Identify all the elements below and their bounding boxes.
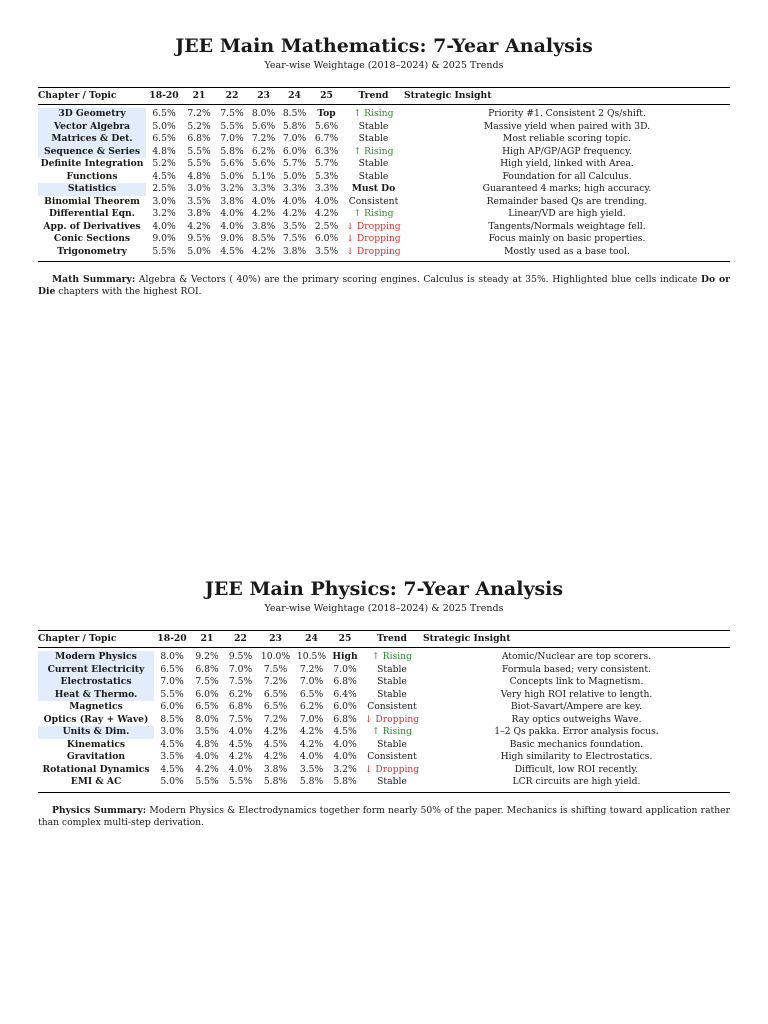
table-row (38, 664, 730, 677)
header-24: 24 (288, 90, 301, 101)
chapter-cell (38, 233, 146, 246)
weightage-cell: 5.7% (314, 158, 339, 169)
chapter-cell (38, 701, 154, 714)
weightage-cell: 4.5% (160, 763, 184, 775)
chapter-cell (38, 739, 154, 752)
weightage-cell: 5.8% (333, 776, 357, 787)
chapter-cell (38, 146, 146, 159)
chapter-cell (38, 121, 146, 134)
insight-cell: Linear/VD are high yield. (508, 208, 626, 219)
weightage-cell: 3.5% (314, 245, 339, 257)
weightage-cell: 7.0% (299, 676, 324, 687)
chapter-name: Conic Sections (53, 233, 131, 244)
weightage-cell: 5.5% (152, 245, 176, 257)
header-trend: Trend (377, 633, 407, 644)
weightage-cell: 5.0% (152, 120, 176, 132)
math-summary-label: Math Summary: (52, 274, 136, 285)
insight-cell: Mostly used as a base tool. (504, 245, 630, 257)
math-summary-bold: Do or Die (38, 274, 730, 297)
weightage-cell: 4.5% (160, 738, 184, 750)
chapter-cell (38, 764, 154, 777)
weightage-cell: 6.0% (314, 233, 339, 244)
weightage-cell: 4.5% (228, 738, 253, 750)
weightage-cell: 6.7% (314, 133, 339, 144)
trend-cell: ↓ Dropping (364, 713, 420, 725)
physics-summary (38, 805, 730, 829)
physics-table (38, 630, 730, 793)
weightage-cell: 7.0% (282, 133, 307, 144)
weightage-cell: 4.0% (314, 195, 339, 207)
weightage-cell: 3.0% (160, 726, 184, 737)
weightage-cell: 9.0% (152, 233, 176, 244)
chapter-name: Sequence & Series (38, 146, 146, 159)
header-23: 23 (269, 633, 282, 644)
chapter-cell (38, 648, 154, 664)
trend-cell: ↓ Dropping (364, 763, 420, 775)
trend-cell: Must Do (351, 183, 396, 194)
header-25: 25 (320, 90, 333, 101)
weightage-cell: 7.2% (187, 108, 211, 119)
chapter-name: Magnetics (69, 701, 123, 712)
weightage-cell: 7.2% (251, 133, 276, 144)
weightage-cell: 6.5% (160, 663, 184, 675)
insight-cell: Biot-Savart/Ampere are key. (510, 701, 643, 712)
header-chapter: Chapter / Topic (38, 633, 117, 644)
insight-cell: Priority #1. Consistent 2 Qs/shift. (488, 108, 646, 119)
chapter-cell (38, 171, 146, 184)
chapter-name: Gravitation (66, 751, 126, 762)
weightage-cell: 5.0% (187, 245, 211, 257)
table-row (38, 701, 730, 714)
weightage-cell: 2.5% (314, 220, 339, 232)
insight-cell: Very high ROI relative to length. (500, 688, 653, 700)
weightage-cell: 3.3% (251, 183, 276, 194)
weightage-cell: 3.5% (195, 726, 219, 737)
weightage-cell: 5.5% (195, 776, 219, 787)
chapter-cell (38, 208, 146, 221)
table-row (38, 689, 730, 702)
weightage-cell: 7.0% (333, 663, 357, 675)
chapter-cell (38, 105, 146, 121)
weightage-cell: 6.0% (160, 701, 184, 712)
weightage-cell: 4.5% (263, 738, 288, 750)
header-24: 24 (305, 633, 318, 644)
header-insight: Strategic Insight (423, 633, 511, 644)
weightage-cell: 3.5% (160, 751, 184, 762)
weightage-cell: 4.2% (314, 208, 339, 219)
weightage-cell: 7.5% (228, 676, 253, 687)
chapter-cell (38, 133, 146, 146)
weightage-cell: 4.0% (152, 220, 176, 232)
insight-cell: Foundation for all Calculus. (502, 170, 632, 182)
weightage-cell: 4.0% (333, 751, 357, 762)
insight-cell: Focus mainly on basic properties. (488, 233, 646, 244)
chapter-cell (38, 776, 154, 792)
insight-cell: Remainder based Qs are trending. (486, 195, 648, 207)
weightage-cell: 7.0% (220, 133, 244, 144)
chapter-name: Binomial Theorem (44, 195, 140, 207)
table-row (38, 133, 730, 146)
weightage-cell: 6.0% (282, 145, 307, 157)
weightage-cell: 8.0% (251, 108, 276, 119)
weightage-cell: 4.0% (228, 763, 253, 775)
trend-cell: ↑ Rising (353, 145, 394, 157)
insight-cell: Tangents/Normals weightage fell. (488, 220, 646, 232)
weightage-cell: 4.2% (263, 726, 288, 737)
insight-cell: High yield, linked with Area. (500, 158, 634, 169)
weightage-cell: 3.2% (333, 763, 357, 775)
weightage-cell: 4.0% (333, 738, 357, 750)
weightage-cell: 7.5% (195, 676, 219, 687)
weightage-cell: 4.0% (299, 751, 324, 762)
weightage-cell: 5.8% (282, 120, 307, 132)
weightage-cell: 5.0% (160, 776, 184, 787)
header-insight: Strategic Insight (404, 90, 492, 101)
weightage-cell: 4.2% (299, 726, 324, 737)
weightage-cell: 4.2% (251, 245, 276, 257)
header-22: 22 (234, 633, 247, 644)
trend-cell: ↓ Dropping (346, 233, 401, 244)
weightage-cell: Top (317, 108, 336, 119)
trend-cell: ↑ Rising (353, 108, 394, 119)
weightage-cell: 3.0% (152, 195, 176, 207)
chapter-name: EMI & AC (70, 776, 122, 787)
table-row (38, 776, 730, 792)
chapter-cell (38, 221, 146, 234)
insight-cell: LCR circuits are high yield. (512, 776, 641, 787)
weightage-cell: 4.0% (220, 208, 244, 219)
math-table-body (38, 105, 730, 262)
chapter-name: Kinematics (66, 738, 126, 750)
weightage-cell: 6.8% (187, 133, 211, 144)
weightage-cell: 6.5% (299, 688, 324, 700)
weightage-cell: 5.6% (251, 120, 276, 132)
header-18-20: 18-20 (157, 633, 187, 644)
weightage-cell: 3.3% (282, 183, 307, 194)
weightage-cell: 6.4% (333, 688, 357, 700)
weightage-cell: 3.5% (282, 220, 307, 232)
table-row (38, 648, 730, 664)
weightage-cell: 4.8% (195, 738, 219, 750)
trend-cell: ↑ Rising (353, 208, 394, 219)
weightage-cell: 7.5% (263, 663, 288, 675)
trend-cell: ↓ Dropping (346, 245, 401, 257)
insight-cell: High similarity to Electrostatics. (500, 751, 653, 762)
weightage-cell: 5.5% (220, 120, 244, 132)
weightage-cell: 4.0% (195, 751, 219, 762)
trend-cell: Stable (377, 663, 407, 675)
insight-cell: Ray optics outweighs Wave. (511, 713, 642, 725)
chapter-cell (38, 158, 146, 171)
weightage-cell: 3.8% (220, 195, 244, 207)
insight-cell: High AP/GP/AGP frequency. (502, 145, 632, 157)
weightage-cell: 8.0% (160, 651, 184, 662)
trend-cell: Stable (377, 676, 407, 687)
header-21: 21 (200, 633, 214, 644)
chapter-cell (38, 726, 154, 739)
chapter-cell (38, 714, 154, 727)
weightage-cell: 8.0% (195, 713, 219, 725)
weightage-cell: 7.0% (228, 663, 253, 675)
chapter-name: Statistics (38, 183, 146, 196)
table-row (38, 146, 730, 159)
weightage-cell: High (332, 651, 358, 662)
math-summary-text: Algebra & Vectors ( 40%) are the primary scoring engines. Calculus is steady at 35%. Highlighted blue cells indicate (135, 274, 702, 285)
insight-cell: 1–2 Qs pakka. Error analysis focus. (494, 726, 659, 737)
math-subtitle: Year-wise Weightage (2018–2024) & 2025 Trends (264, 60, 504, 71)
chapter-name: Rotational Dynamics (42, 763, 150, 775)
weightage-cell: 5.8% (220, 145, 244, 157)
weightage-cell: 7.2% (299, 663, 324, 675)
math-summary-tail: chapters with the highest ROI. (55, 286, 202, 297)
weightage-cell: 3.8% (282, 245, 307, 257)
weightage-cell: 5.6% (314, 120, 339, 132)
weightage-cell: 5.6% (220, 158, 244, 169)
weightage-cell: 3.8% (187, 208, 211, 219)
math-title: JEE Main Mathematics: 7-Year Analysis (175, 35, 593, 57)
weightage-cell: 4.2% (187, 220, 211, 232)
chapter-name: Optics (Ray + Wave) (43, 713, 149, 725)
header-22: 22 (225, 90, 239, 101)
math-table (38, 87, 730, 262)
chapter-cell (38, 751, 154, 764)
math-summary (38, 274, 730, 298)
weightage-cell: 5.3% (314, 170, 339, 182)
weightage-cell: 4.0% (282, 195, 307, 207)
weightage-cell: 6.2% (299, 701, 324, 712)
physics-section (38, 577, 730, 829)
weightage-cell: 5.5% (187, 145, 211, 157)
weightage-cell: 6.8% (195, 663, 219, 675)
insight-cell: Concepts link to Magnetism. (509, 676, 644, 687)
weightage-cell: 3.8% (251, 220, 276, 232)
chapter-name: Heat & Thermo. (38, 689, 154, 702)
weightage-cell: 4.8% (152, 145, 176, 157)
trend-cell: Consistent (348, 195, 399, 207)
weightage-cell: 8.5% (160, 713, 184, 725)
table-row (38, 714, 730, 727)
weightage-cell: 5.0% (282, 170, 307, 182)
weightage-cell: 3.3% (314, 183, 339, 194)
weightage-cell: 4.0% (220, 220, 244, 232)
physics-table-body (38, 648, 730, 793)
chapter-name: Trigonometry (57, 245, 127, 257)
weightage-cell: 5.0% (220, 170, 244, 182)
table-row (38, 726, 730, 739)
trend-cell: ↑ Rising (372, 726, 412, 737)
insight-cell: Guaranteed 4 marks; high accuracy. (482, 183, 652, 194)
weightage-cell: 5.2% (187, 120, 211, 132)
weightage-cell: 6.5% (152, 108, 176, 119)
chapter-name: Definite Integration (40, 158, 144, 169)
trend-cell: Stable (358, 170, 389, 182)
table-row (38, 158, 730, 171)
math-header-row (38, 88, 730, 105)
weightage-cell: 3.0% (187, 183, 211, 194)
header-18-20: 18-20 (149, 90, 179, 101)
physics-summary-text: Modern Physics & Electrodynamics together form nearly 50% of the paper. Mechanics is shifting toward application rather than complex multi-step derivation. (38, 804, 730, 828)
trend-cell: ↑ Rising (372, 651, 412, 662)
trend-cell: Stable (358, 120, 389, 132)
weightage-cell: 3.2% (220, 183, 244, 194)
weightage-cell: 7.0% (299, 713, 324, 725)
table-row (38, 171, 730, 184)
weightage-cell: 6.0% (333, 701, 357, 712)
weightage-cell: 10.5% (296, 651, 327, 662)
weightage-cell: 4.2% (299, 738, 324, 750)
weightage-cell: 6.8% (228, 701, 253, 712)
chapter-cell (38, 676, 154, 689)
trend-cell: Consistent (367, 751, 417, 762)
weightage-cell: 5.5% (160, 688, 184, 700)
insight-cell: Formula based; very consistent. (502, 663, 651, 675)
physics-subtitle: Year-wise Weightage (2018–2024) & 2025 Trends (264, 603, 504, 614)
trend-cell: Stable (358, 158, 389, 169)
weightage-cell: 9.0% (220, 233, 244, 244)
chapter-name: App. of Derivatives (43, 220, 141, 232)
weightage-cell: 5.2% (152, 158, 176, 169)
table-row (38, 739, 730, 752)
physics-header-row (38, 631, 730, 648)
weightage-cell: 3.5% (299, 763, 324, 775)
weightage-cell: 6.0% (195, 688, 219, 700)
insight-cell: Basic mechanics foundation. (509, 738, 644, 750)
trend-cell: Stable (377, 738, 407, 750)
chapter-name: Units & Dim. (38, 726, 154, 739)
weightage-cell: 4.5% (220, 245, 244, 257)
table-row (38, 676, 730, 689)
chapter-name: 3D Geometry (38, 108, 146, 121)
chapter-name: Vector Algebra (38, 121, 146, 134)
weightage-cell: 6.5% (195, 701, 219, 712)
weightage-cell: 5.7% (282, 158, 307, 169)
weightage-cell: 8.5% (251, 233, 276, 244)
weightage-cell: 3.8% (263, 763, 288, 775)
chapter-name: Matrices & Det. (38, 133, 146, 146)
weightage-cell: 4.0% (228, 726, 253, 737)
insight-cell: Atomic/Nuclear are top scorers. (501, 651, 652, 662)
trend-cell: Stable (377, 688, 407, 700)
weightage-cell: 4.2% (195, 763, 219, 775)
weightage-cell: 3.2% (152, 208, 176, 219)
weightage-cell: 2.5% (152, 183, 176, 194)
chapter-name: Modern Physics (38, 651, 154, 664)
header-chapter: Chapter / Topic (38, 90, 117, 101)
chapter-name: Differential Eqn. (49, 208, 135, 219)
weightage-cell: 4.5% (333, 726, 357, 737)
weightage-cell: 4.2% (282, 208, 307, 219)
chapter-cell (38, 689, 154, 702)
weightage-cell: 6.5% (152, 133, 176, 144)
weightage-cell: 6.2% (228, 688, 253, 700)
trend-cell: Stable (377, 776, 407, 787)
chapter-name: Functions (66, 170, 118, 182)
trend-cell: ↓ Dropping (346, 220, 401, 232)
weightage-cell: 4.2% (228, 751, 253, 762)
weightage-cell: 5.5% (187, 158, 211, 169)
weightage-cell: 4.5% (152, 170, 176, 182)
insight-cell: Difficult, low ROI recently. (514, 763, 639, 775)
weightage-cell: 7.2% (263, 676, 288, 687)
weightage-cell: 9.5% (228, 651, 253, 662)
table-row (38, 233, 730, 246)
table-row (38, 208, 730, 221)
table-row (38, 751, 730, 764)
header-23: 23 (257, 90, 270, 101)
math-section (38, 34, 730, 298)
weightage-cell: 6.8% (333, 713, 357, 725)
header-25: 25 (338, 633, 352, 644)
trend-cell: Consistent (367, 701, 417, 712)
weightage-cell: 4.2% (251, 208, 276, 219)
weightage-cell: 6.2% (251, 145, 276, 157)
weightage-cell: 5.8% (299, 776, 324, 787)
weightage-cell: 7.5% (228, 713, 253, 725)
weightage-cell: 4.2% (263, 751, 288, 762)
weightage-cell: 5.6% (251, 158, 276, 169)
insight-cell: Most reliable scoring topic. (502, 133, 632, 144)
chapter-name: Current Electricity (38, 664, 154, 677)
chapter-cell (38, 196, 146, 209)
table-row (38, 764, 730, 777)
weightage-cell: 9.5% (187, 233, 211, 244)
weightage-cell: 8.5% (282, 108, 307, 119)
weightage-cell: 6.3% (314, 145, 339, 157)
weightage-cell: 7.5% (282, 233, 307, 244)
weightage-cell: 6.8% (333, 676, 357, 687)
physics-summary-label: Physics Summary: (52, 804, 147, 816)
weightage-cell: 5.1% (251, 170, 276, 182)
header-trend: Trend (358, 90, 389, 101)
weightage-cell: 10.0% (260, 651, 291, 662)
table-row (38, 105, 730, 121)
weightage-cell: 7.5% (220, 108, 244, 119)
weightage-cell: 5.8% (263, 776, 288, 787)
weightage-cell: 4.0% (251, 195, 276, 207)
weightage-cell: 5.5% (228, 776, 253, 787)
weightage-cell: 9.2% (195, 651, 219, 662)
chapter-cell (38, 183, 146, 196)
chapter-cell (38, 664, 154, 677)
table-row (38, 183, 730, 196)
weightage-cell: 4.8% (187, 170, 211, 182)
chapter-cell (38, 246, 146, 262)
table-row (38, 196, 730, 209)
chapter-name: Electrostatics (38, 676, 154, 689)
table-row (38, 246, 730, 262)
weightage-cell: 7.0% (160, 676, 184, 687)
table-row (38, 121, 730, 134)
weightage-cell: 6.5% (263, 688, 288, 700)
table-row (38, 221, 730, 234)
trend-cell: Stable (358, 133, 389, 144)
weightage-cell: 6.5% (263, 701, 288, 712)
weightage-cell: 3.5% (187, 195, 211, 207)
weightage-cell: 7.2% (263, 713, 288, 725)
header-21: 21 (192, 90, 206, 101)
physics-title: JEE Main Physics: 7-Year Analysis (204, 578, 564, 600)
insight-cell: Massive yield when paired with 3D. (483, 120, 651, 132)
